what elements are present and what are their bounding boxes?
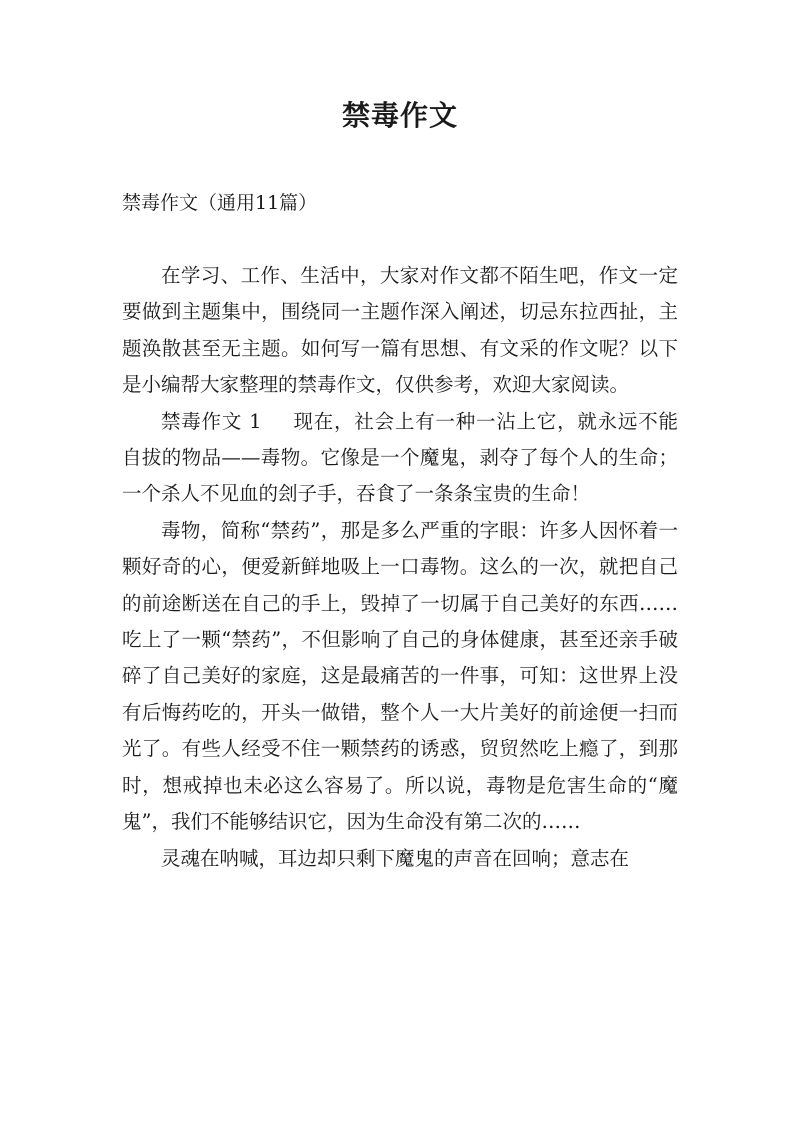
document-body bbox=[122, 258, 678, 877]
document-title: 禁毒作文 bbox=[341, 99, 458, 132]
intro-paragraph: 在学习、工作、生活中，大家对作文都不陌生吧，作文一定要做到主题集中，围绕同一主题作深入阐述，切忌东拉西扯，主题涣散甚至无主题。如何写一篇有思想、有文采的作文呢？以下是小编帮大家整理的禁毒作文，仅供参考，欢迎大家阅读。 bbox=[122, 264, 678, 397]
essay1-paragraph-3: 灵魂在呐喊，耳边却只剩下魔鬼的声音在回响；意志在 bbox=[161, 846, 630, 870]
essay1-paragraph-2: 毒物，简称“禁药”，那是多么严重的字眼：许多人因怀着一颗好奇的心，便爱新鲜地吸上一口毒物。这么的一次，就把自己的前途断送在自己的手上，毁掉了一切属于自己美好的东西……吃上了一颗“禁药”，不但影响了自己的身体健康，甚至还亲手破碎了自己美好的家庭，这是最痛苦的一件事，可知：这世界上没有后悔药吃的，开头一做错，整个人一大片美好的前途便一扫而光了。有些人经受不住一颗禁药的诱惑，贸贸然吃上瘾了，到那时，想戒掉也未必这么容易了。所以说，毒物是危害生命的“魔鬼”，我们不能够结识它，因为生命没有第二次的…… bbox=[122, 518, 678, 834]
essay-heading: 禁毒作文 1 bbox=[161, 409, 262, 433]
essay1-paragraph-1 bbox=[122, 404, 678, 513]
essay1-paragraph-1-text: 现在，社会上有一种一沾上它，就永远不能自拔的物品——毒物。它像是一个魔鬼，剥夺了每个人的生命；一个杀人不见血的刽子手，吞食了一条条宝贵的生命！ bbox=[122, 409, 678, 506]
document-subtitle: 禁毒作文（通用11篇） bbox=[122, 192, 318, 214]
